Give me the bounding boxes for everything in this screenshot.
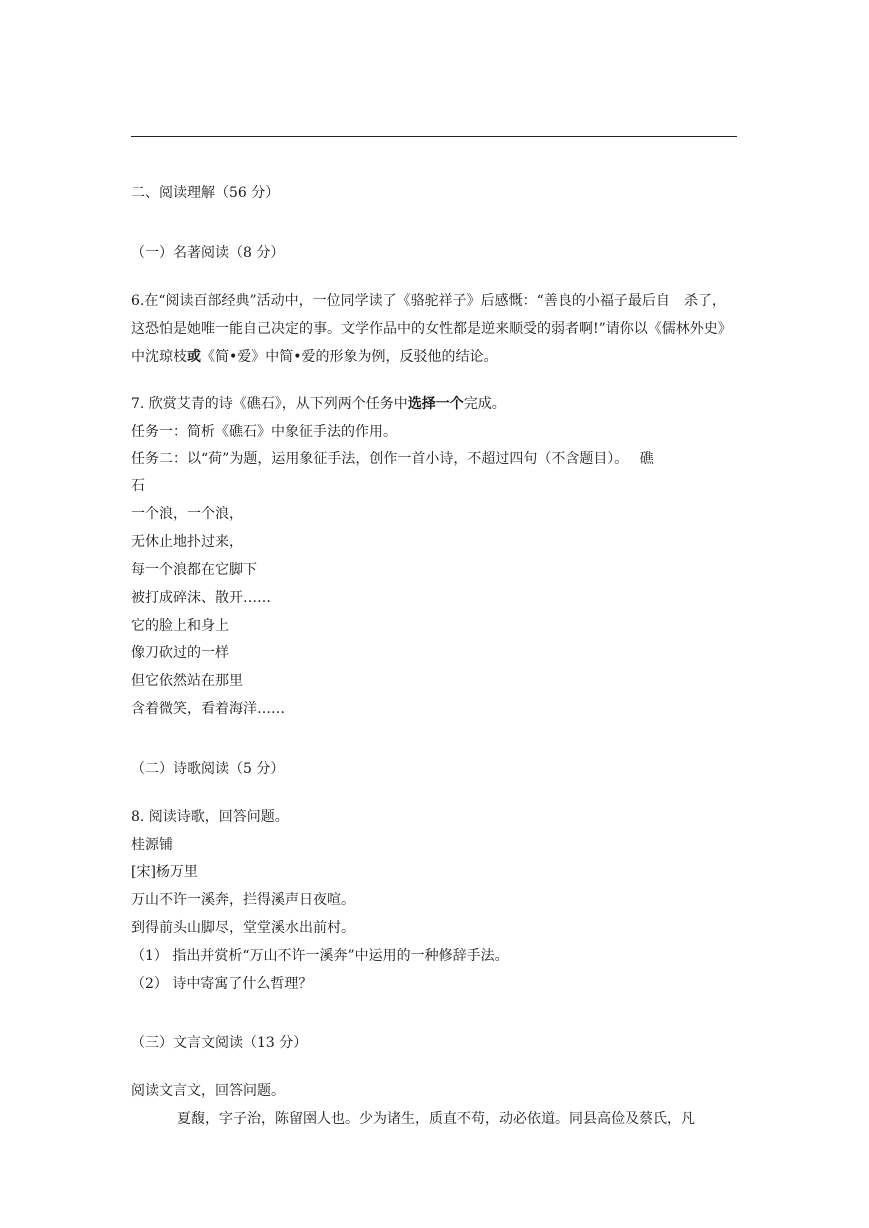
poem-line: 像刀砍过的一样	[131, 645, 229, 661]
poem-line: 万山不许一溪奔，拦得溪声日夜喧。	[131, 892, 355, 908]
part2-heading: （二）诗歌阅读（5 分）	[131, 761, 285, 777]
question-6-text-a: 6.在“阅读百部经典”活动中，一位同学读了《骆驼祥子》后感慨：“善良的小福子最后自 杀了，这恐怕是她唯一能自己决定的事。文学作品中的女性都是逆来顺受的弱者啊!”请你以《儒林外史》中沈琼枝	[131, 293, 732, 365]
passage-line: 夏馥，字子治，陈留圉人也。少为诸生，质直不苟，动必依道。同县高俭及蔡氏，凡	[177, 1111, 695, 1127]
poem-title: 桂源铺	[131, 837, 173, 853]
header-rule	[131, 136, 737, 137]
sub-question-2: （2） 诗中寄寓了什么哲理？	[131, 976, 313, 992]
poem-line: 含着微笑，看着海洋……	[131, 701, 285, 717]
poem-author: [宋]杨万里	[131, 864, 198, 880]
question-6	[131, 287, 739, 371]
question-7-text-b: 完成。	[463, 396, 506, 412]
poem-line: 每一个浪都在它脚下	[131, 562, 257, 578]
part1-heading: （一）名著阅读（8 分）	[131, 245, 285, 261]
poem-line: 一个浪，一个浪，	[131, 506, 243, 522]
poem-line: 被打成碎沫、散开……	[131, 590, 271, 606]
poem-line: 但它依然站在那里	[131, 673, 243, 689]
part3-heading: （三）文言文阅读（13 分）	[131, 1035, 308, 1051]
section-title: 二、阅读理解（56 分）	[131, 185, 280, 201]
poem-line: 到得前头山脚尽，堂堂溪水出前村。	[131, 920, 355, 936]
sub-question-1: （1） 指出并赏析“万山不许一溪奔”中运用的一种修辞手法。	[131, 948, 509, 964]
question-7	[131, 395, 506, 413]
task-2: 任务二：以“荷”为题，运用象征手法，创作一首小诗，不超过四句（不含题目）。 礁	[131, 451, 654, 467]
task-2-wrap: 石	[131, 478, 145, 494]
question-7-text-a: 7. 欣赏艾青的诗《礁石》，从下列两个任务中	[131, 396, 408, 412]
question-6-text-b: 《简•爱》中简•爱的形象为例，反驳他的结论。	[201, 349, 498, 365]
question-6-bold-or: 或	[187, 349, 201, 365]
question-8: 8. 阅读诗歌，回答问题。	[131, 809, 289, 825]
task-1: 任务一：简析《礁石》中象征手法的作用。	[131, 424, 397, 440]
question-7-bold-choose: 选择一个	[407, 396, 464, 412]
poem-line: 它的脸上和身上	[131, 618, 229, 634]
passage-intro: 阅读文言文，回答问题。	[131, 1083, 285, 1099]
poem-line: 无休止地扑过来，	[131, 534, 243, 550]
